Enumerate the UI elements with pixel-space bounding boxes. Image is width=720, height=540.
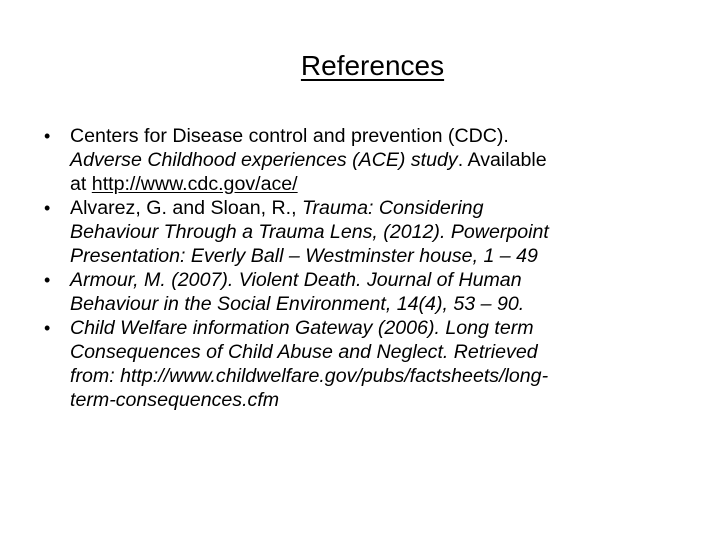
reference-text-italic: Child Welfare information Gateway (2006). Long term bbox=[70, 317, 534, 339]
reference-item bbox=[44, 316, 684, 412]
slide-title: References bbox=[300, 50, 445, 81]
bullet-icon: • bbox=[44, 126, 51, 146]
reference-text-italic: Behaviour in the Social Environment, 14(4), 53 – 90. bbox=[70, 293, 525, 315]
reference-line bbox=[70, 364, 684, 388]
reference-text-italic: term-consequences.cfm bbox=[70, 389, 280, 411]
reference-line bbox=[70, 172, 684, 196]
reference-line bbox=[70, 268, 684, 292]
reference-text-italic: Trauma: Considering bbox=[301, 197, 484, 219]
reference-line bbox=[70, 148, 684, 172]
references-list bbox=[44, 124, 684, 412]
reference-text-italic: Adverse Childhood experiences (ACE) study bbox=[70, 149, 458, 171]
reference-text-italic: Consequences of Child Abuse and Neglect. Retrieved bbox=[70, 341, 538, 363]
reference-item bbox=[44, 124, 684, 196]
reference-text-italic: Armour, M. (2007). Violent Death. Journal of Human bbox=[70, 269, 522, 291]
reference-text-italic: Behaviour Through a Trauma Lens, (2012). Powerpoint bbox=[70, 221, 549, 243]
bullet-icon: • bbox=[44, 318, 51, 338]
reference-line bbox=[70, 340, 684, 364]
reference-text: Alvarez, G. and Sloan, R., bbox=[70, 197, 302, 219]
reference-line bbox=[70, 220, 684, 244]
reference-line bbox=[70, 244, 684, 268]
reference-text: Centers for Disease control and prevention (CDC). bbox=[70, 125, 509, 147]
reference-line bbox=[70, 196, 684, 220]
reference-text: . Available bbox=[457, 149, 547, 171]
reference-text-italic: Presentation: Everly Ball – Westminster house, 1 – 49 bbox=[70, 245, 538, 267]
reference-line bbox=[70, 388, 684, 412]
bullet-icon: • bbox=[44, 270, 51, 290]
reference-item bbox=[44, 268, 684, 316]
reference-text: at bbox=[70, 173, 92, 195]
bullet-icon: • bbox=[44, 198, 51, 218]
reference-line bbox=[70, 316, 684, 340]
reference-line bbox=[70, 292, 684, 316]
reference-line bbox=[70, 124, 684, 148]
reference-text-italic: from: http://www.childwelfare.gov/pubs/factsheets/long- bbox=[70, 365, 549, 387]
reference-link[interactable]: http://www.cdc.gov/ace/ bbox=[91, 173, 298, 195]
reference-item bbox=[44, 196, 684, 268]
